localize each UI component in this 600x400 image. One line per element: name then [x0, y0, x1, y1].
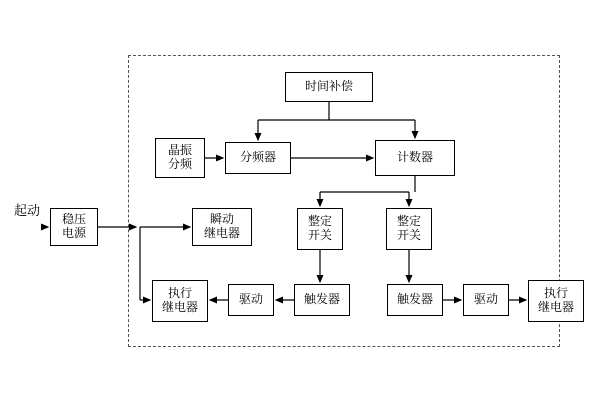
node-exec-relay-left[interactable]: 执行 继电器 — [152, 280, 208, 322]
node-drive-right[interactable]: 驱动 — [463, 284, 509, 316]
node-power-supply[interactable]: 稳压 电源 — [50, 208, 98, 246]
node-trigger-right[interactable]: 触发器 — [387, 284, 443, 316]
node-trigger-left[interactable]: 触发器 — [294, 284, 350, 316]
node-set-switch-left[interactable]: 整定 开关 — [297, 208, 343, 250]
node-set-switch-right[interactable]: 整定 开关 — [386, 208, 432, 250]
start-label: 起动 — [13, 204, 40, 219]
node-time-compensation[interactable]: 时间补偿 — [285, 72, 373, 102]
node-drive-left[interactable]: 驱动 — [228, 284, 274, 316]
node-frequency-divider[interactable]: 分频器 — [225, 142, 291, 174]
node-counter[interactable]: 计数器 — [375, 140, 455, 176]
node-crystal-divider[interactable]: 晶振 分频 — [155, 138, 205, 178]
node-instant-relay[interactable]: 瞬动 继电器 — [192, 208, 252, 246]
node-exec-relay-right[interactable]: 执行 继电器 — [528, 280, 584, 322]
